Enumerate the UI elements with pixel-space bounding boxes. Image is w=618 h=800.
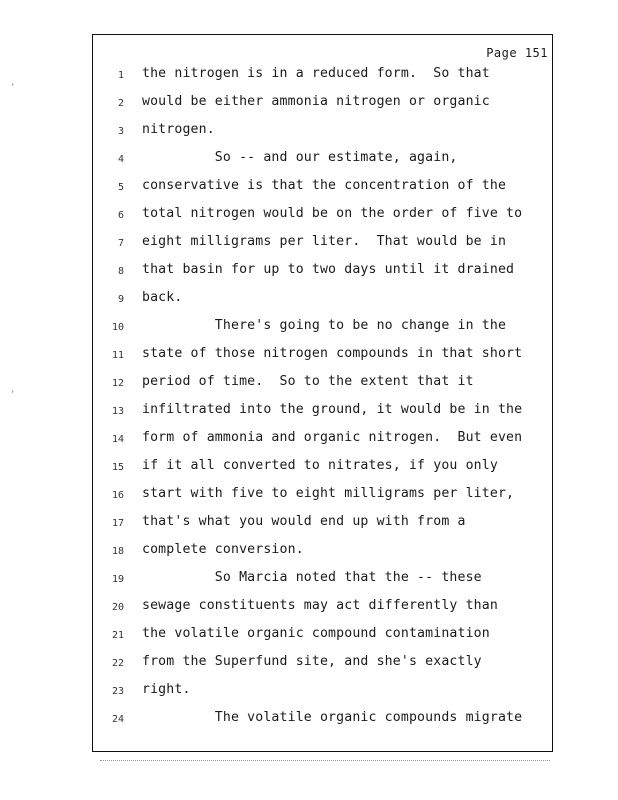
- line-text: the volatile organic compound contamination: [142, 626, 490, 641]
- transcript-line: [0, 542, 618, 562]
- line-number: 15: [111, 462, 124, 473]
- line-number: 23: [111, 686, 124, 697]
- line-number: 5: [117, 182, 124, 193]
- line-text: the nitrogen is in a reduced form. So that: [142, 66, 490, 81]
- line-number: 12: [111, 378, 124, 389]
- transcript-line: [0, 150, 618, 170]
- transcript-line: [0, 626, 618, 646]
- line-text: start with five to eight milligrams per liter,: [142, 486, 515, 501]
- line-text: from the Superfund site, and she's exactly: [142, 654, 482, 669]
- transcript-line: [0, 710, 618, 730]
- line-number: 3: [117, 126, 124, 137]
- line-text: if it all converted to nitrates, if you only: [142, 458, 498, 473]
- line-text: So -- and our estimate, again,: [142, 150, 458, 165]
- transcript-line: [0, 374, 618, 394]
- transcript-line: [0, 486, 618, 506]
- line-number: 13: [111, 406, 124, 417]
- transcript-line: [0, 402, 618, 422]
- line-text: So Marcia noted that the -- these: [142, 570, 482, 585]
- line-number: 7: [117, 238, 124, 249]
- line-text: back.: [142, 290, 183, 305]
- line-number: 11: [111, 350, 124, 361]
- transcript-line: [0, 654, 618, 674]
- line-text: The volatile organic compounds migrate: [142, 710, 523, 725]
- line-text: eight milligrams per liter. That would be in: [142, 234, 507, 249]
- margin-mark: ,: [10, 78, 16, 88]
- line-number: 18: [111, 546, 124, 557]
- transcript-line: [0, 682, 618, 702]
- line-number: 14: [111, 434, 124, 445]
- line-number: 17: [111, 518, 124, 529]
- transcript-line: [0, 570, 618, 590]
- line-number: 6: [117, 210, 124, 221]
- line-number: 9: [117, 294, 124, 305]
- line-text: conservative is that the concentration of the: [142, 178, 507, 193]
- line-number: 19: [111, 574, 124, 585]
- line-number: 1: [117, 70, 124, 81]
- bottom-rule: [100, 760, 550, 761]
- line-text: infiltrated into the ground, it would be in the: [142, 402, 523, 417]
- line-text: complete conversion.: [142, 542, 304, 557]
- line-text: form of ammonia and organic nitrogen. But even: [142, 430, 523, 445]
- line-number: 4: [117, 154, 124, 165]
- line-number: 2: [117, 98, 124, 109]
- line-number: 21: [111, 630, 124, 641]
- transcript-line: [0, 206, 618, 226]
- line-text: state of those nitrogen compounds in that short: [142, 346, 523, 361]
- line-text: period of time. So to the extent that it: [142, 374, 474, 389]
- transcript-line: [0, 234, 618, 254]
- line-text: nitrogen.: [142, 122, 215, 137]
- line-number: 22: [111, 658, 124, 669]
- transcript-line: [0, 94, 618, 114]
- transcript-line: [0, 514, 618, 534]
- margin-mark: ,: [10, 385, 16, 395]
- line-number: 10: [111, 322, 124, 333]
- line-number: 24: [111, 714, 124, 725]
- transcript-line: [0, 458, 618, 478]
- transcript-line: [0, 122, 618, 142]
- transcript-line: [0, 290, 618, 310]
- transcript-line: [0, 178, 618, 198]
- line-number: 16: [111, 490, 124, 501]
- transcript-line: [0, 430, 618, 450]
- line-number: 8: [117, 266, 124, 277]
- line-number: 20: [111, 602, 124, 613]
- line-text: sewage constituents may act differently than: [142, 598, 498, 613]
- page-number-label: Page 151: [486, 46, 548, 60]
- transcript-line: [0, 66, 618, 86]
- line-text: total nitrogen would be on the order of five to: [142, 206, 523, 221]
- line-text: would be either ammonia nitrogen or organic: [142, 94, 490, 109]
- line-text: There's going to be no change in the: [142, 318, 507, 333]
- transcript-line: [0, 318, 618, 338]
- transcript-line: [0, 346, 618, 366]
- line-text: that basin for up to two days until it drained: [142, 262, 515, 277]
- line-text: that's what you would end up with from a: [142, 514, 466, 529]
- transcript-line: [0, 598, 618, 618]
- line-text: right.: [142, 682, 191, 697]
- transcript-line: [0, 262, 618, 282]
